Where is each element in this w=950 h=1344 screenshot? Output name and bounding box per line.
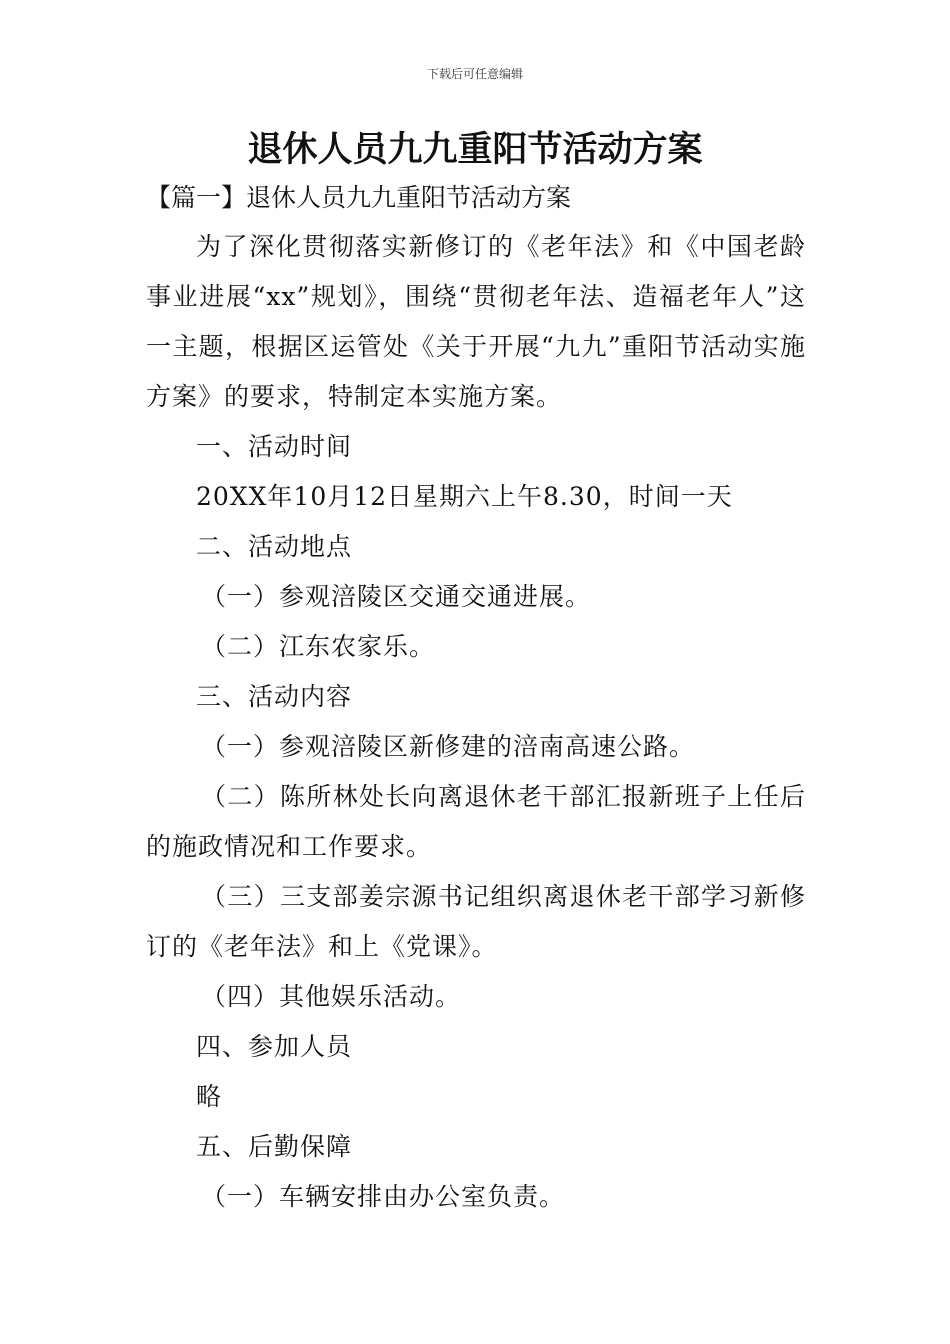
content-item: （一）参观涪陵区新修建的涪南高速公路。 [201,732,696,761]
page-header-note: 下载后可任意编辑 [426,67,523,81]
activity-time-text: 20XX年10月12日星期六上午8.30，时间一天 [196,482,733,511]
section-subtitle: 【篇一】退休人员九九重阳节活动方案 [146,183,572,212]
content-item: （四）其他娱乐活动。 [201,982,462,1011]
content-item: （三）三支部姜宗源书记组织离退休老干部学习新修订的《老年法》和上《党课》。 [146,882,806,961]
section-heading-time: 一、活动时间 [196,432,353,461]
location-item: （二）江东农家乐。 [201,632,436,661]
section-heading-content: 三、活动内容 [196,682,353,711]
document-body [146,222,806,1222]
participants-text: 略 [196,1082,223,1111]
document-title: 退休人员九九重阳节活动方案 [247,130,703,170]
section-heading-participants: 四、参加人员 [196,1032,353,1061]
content-item: （二）陈所林处长向离退休老干部汇报新班子上任后的施政情况和工作要求。 [146,782,806,861]
section-heading-logistics: 五、后勤保障 [196,1132,353,1161]
location-item: （一）参观涪陵区交通交通进展。 [201,582,592,611]
section-heading-location: 二、活动地点 [196,532,353,561]
logistics-item: （一）车辆安排由办公室负责。 [201,1182,566,1211]
intro-paragraph: 为了深化贯彻落实新修订的《老年法》和《中国老龄事业进展“xx”规划》，围绕“贯彻老年法、造福老年人”这一主题，根据区运管处《关于开展“九九”重阳节活动实施方案》的要求，特制定本实施方案。 [146,232,806,411]
